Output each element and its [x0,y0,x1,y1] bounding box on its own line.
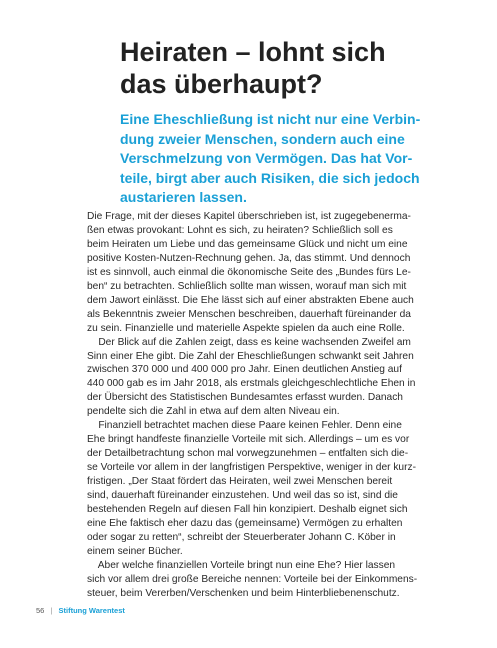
body-line: se Vorteile vor allem in der langfristigen Perspektive, weniger in der kurz- [87,462,416,474]
body-line: ben“ zu betrachten. Schließlich sollte man wissen, worauf man sich mit [87,280,407,292]
lead-line: teile, birgt aber auch Risiken, die sich jedoch [120,169,420,186]
title-line: Heiraten – lohnt sich [120,37,386,67]
page-number: 56 [36,606,45,615]
publisher-name: Stiftung Warentest [58,606,125,615]
title-line: das überhaupt? [120,69,323,99]
body-line: oder sogar zu retten“, schreibt der Steuerberater Johann C. Köber in [87,531,396,543]
body-line: Der Blick auf die Zahlen zeigt, dass es keine wachsenden Zweifel am [87,336,411,348]
body-line: Sinn einer Ehe gibt. Die Zahl der Eheschließungen schwankt seit Jahren [87,350,414,362]
body-line: 440 000 gab es im Jahr 2018, als erstmals gleichgeschlechtliche Ehen in [87,378,416,390]
lead-line: Eine Eheschließung ist nicht nur eine Verbin- [120,111,421,127]
body-line: eine Ehe faktisch eher dazu das (gemeinsame) Vermögen zu erhalten [87,517,403,529]
lead-line: dung zweier Menschen, sondern auch eine [120,130,405,147]
lead-paragraph [120,110,450,208]
lead-line: austarieren lassen. [120,189,247,205]
body-line: beim Heiraten um Liebe und das gemeinsame Glück und nicht um eine [87,238,408,250]
page-title [120,36,450,100]
body-line: Die Frage, mit der dieses Kapitel überschrieben ist, ist zugegebenerma- [87,211,411,222]
body-line: pendelte sich die Zahl in etwa auf dem alten Niveau ein. [87,406,340,418]
footer-separator: | [50,606,53,615]
body-line: sich vor allem drei große Bereiche nennen: Vorteile bei der Einkommens- [87,573,418,585]
body-line: Ehe bringt handfeste finanzielle Vorteile mit sich. Allerdings – um es vor [87,434,410,446]
body-line: zwischen 370 000 und 400 000 pro Jahr. Einen deutlichen Anstieg auf [87,364,402,376]
body-line: positive Kosten-Nutzen-Rechnung gehen. Ja, das stimmt. Und dennoch [87,252,411,264]
body-line: als Bekenntnis zweier Menschen beschreiben, dauerhaft füreinander da [87,308,411,320]
body-line: dem Jawort einlässt. Die Ehe lässt sich auf einer abstrakten Ebene auch [87,294,414,306]
body-line: der Übersicht des Statistischen Bundesamtes erfasst wurden. Danach [87,392,403,404]
body-line: Finanziell betrachtet machen diese Paare keinen Fehler. Denn eine [87,420,402,432]
body-line: zu sein. Finanzielle und materielle Aspekte spielen da auch eine Rolle. [87,322,405,334]
page-footer [36,606,125,615]
body-line: einem seiner Bücher. [87,545,183,557]
body-text [87,210,417,601]
body-line: ist es sinnvoll, auch einmal die ökonomische Seite des „Bundes fürs Le- [87,266,411,278]
body-line: der Detailbetrachtung schon mal vorwegzunehmen – entfalten sich die- [87,448,409,460]
body-line: steuer, beim Vererben/Verschenken und beim Hinterbliebenenschutz. [87,587,400,599]
body-line: ßen etwas provokant: Lohnt es sich, zu heiraten? Schließlich soll es [87,224,393,236]
body-line: bestehenden Regeln auf diesen Fall hin konzipiert. Deshalb eignet sich [87,504,408,516]
body-line: sind, dauerhaft füreinander einzustehen. Und weil das so ist, sind die [87,490,398,502]
lead-line: Verschmelzung von Vermögen. Das hat Vor- [120,150,413,166]
body-line: fristigen. „Der Staat fördert das Heiraten, weil zwei Menschen bereit [87,476,393,488]
body-line: Aber welche finanziellen Vorteile bringt nun eine Ehe? Hier lassen [87,559,396,571]
